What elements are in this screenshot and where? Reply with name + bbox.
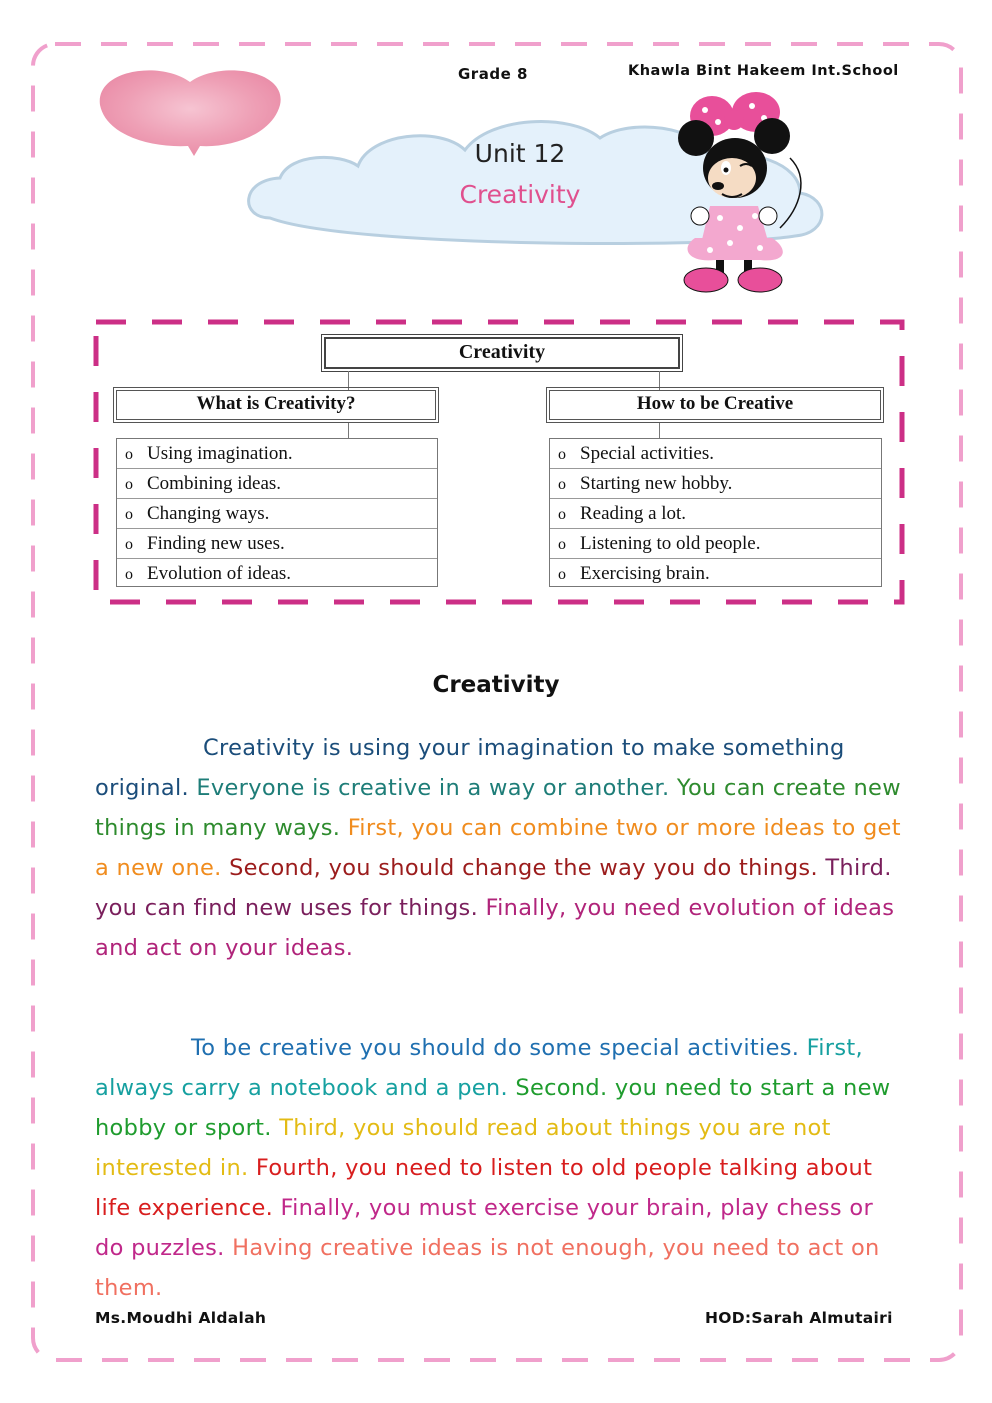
sentence: Having creative ideas is not enough, you need to act on them. — [95, 1235, 888, 1301]
list-item: o Exercising brain. — [558, 563, 710, 584]
paragraph-how-to-be-creative — [95, 1028, 905, 1308]
hod-name: HOD:Sarah Almutairi — [705, 1309, 893, 1327]
sentence: Third. you can find new uses for things. — [95, 855, 900, 921]
sentence: Third, you should read about things you are not interested in. — [95, 1115, 839, 1181]
sentence: Second. you need to start a new hobby or sport. — [95, 1075, 898, 1141]
diagram-title: Creativity — [324, 337, 680, 369]
sentence: Fourth, you need to listen to old people talking about life experience. — [95, 1155, 880, 1221]
paragraph-what-is-creativity — [95, 728, 909, 968]
sentence: Everyone is creative in a way or another. — [196, 775, 677, 801]
connector-line — [348, 423, 349, 438]
school-name: Khawla Bint Hakeem Int.School — [628, 63, 899, 79]
list-item: o Reading a lot. — [550, 499, 881, 529]
unit-topic: Creativity — [459, 180, 581, 209]
list-item: o Listening to old people. — [550, 529, 881, 559]
sentence: Finally, you need evolution of ideas and act on your ideas. — [95, 895, 902, 961]
connector-line — [659, 423, 660, 438]
sentence: Second, you should change the way you do things. — [229, 855, 826, 881]
sentence: To be creative you should do some special activities. — [191, 1035, 807, 1061]
sentence: Finally, you must exercise your brain, play chess or do puzzles. — [95, 1195, 881, 1261]
list-item: o Evolution of ideas. — [125, 563, 292, 584]
list-item: o Starting new hobby. — [550, 469, 881, 499]
connector-line — [348, 371, 349, 390]
teacher-name: Ms.Moudhi Aldalah — [95, 1309, 267, 1327]
list-item: o Combining ideas. — [117, 469, 437, 499]
list-item: o Finding new uses. — [117, 529, 437, 559]
how-to-be-creative-heading: How to be Creative — [549, 390, 881, 420]
list-item: o Changing ways. — [117, 499, 437, 529]
sentence: First, always carry a notebook and a pen. — [95, 1035, 871, 1101]
what-is-creativity-heading: What is Creativity? — [116, 390, 436, 420]
reading-title: Creativity — [432, 672, 560, 698]
list-item: o Using imagination. — [117, 439, 437, 469]
grade-label: Grade 8 — [458, 65, 528, 83]
unit-title: Unit 12 — [474, 139, 566, 168]
how-to-be-creative-list — [549, 438, 882, 587]
what-is-creativity-list — [116, 438, 438, 587]
list-item: o Special activities. — [550, 439, 881, 469]
connector-line — [659, 371, 660, 390]
sentence: Creativity is using your imagination to make something original. — [95, 735, 853, 801]
sentence: You can create new things in many ways. — [95, 775, 909, 841]
sentence: First, you can combine two or more ideas to get a new one. — [95, 815, 909, 881]
